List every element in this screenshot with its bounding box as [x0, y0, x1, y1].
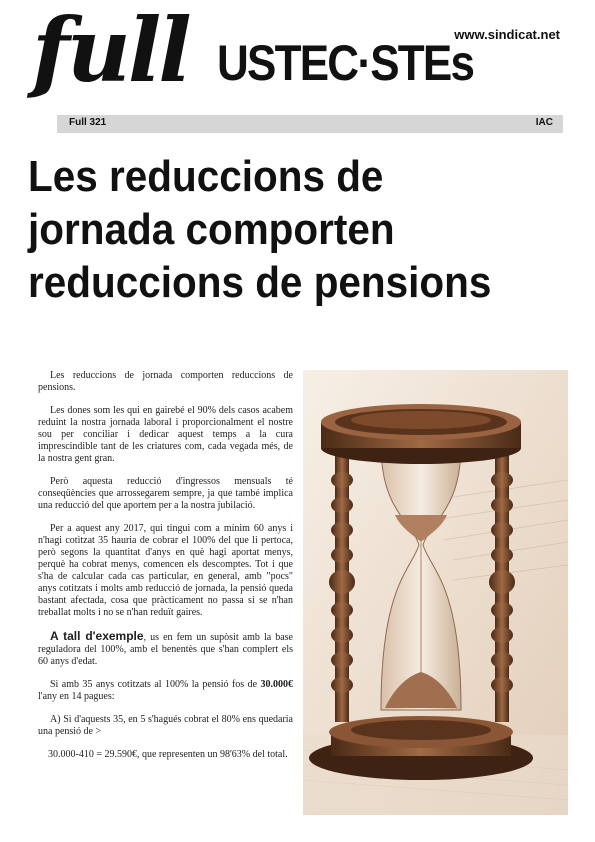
- example-lead: A tall d'exemple: [50, 629, 144, 643]
- article-body: [38, 370, 293, 772]
- issue-number: Full 321: [69, 117, 107, 128]
- hourglass-icon: [303, 370, 568, 815]
- base-text-start: Si amb 35 anys cotitzats al 100% la pensió fos de: [50, 679, 261, 690]
- paragraph-intro: Les reduccions de jornada comporten reduccions de pensions.: [38, 370, 293, 393]
- example-rest: , us en fem un supòsit amb la base reguladora del 100%, amb el benentès que s'han complert els 60 anys d'edat.: [38, 632, 293, 667]
- base-amount: 30.000€: [260, 679, 293, 690]
- base-text-end: l'any en 14 pagues:: [38, 691, 115, 702]
- headline: Les reduccions de jornada comporten reduccions de pensions: [28, 152, 492, 307]
- hourglass-photo: [303, 370, 568, 815]
- issue-bar: [57, 115, 563, 133]
- logo-ustec-stes: USTEC·STEs: [217, 35, 474, 91]
- paragraph-case-a: A) Si d'aquests 35, en 5 s'hagués cobrat el 80% ens quedaria una pensió de >: [38, 714, 293, 737]
- paragraph-example: [38, 630, 293, 668]
- paragraph-women: Les dones som les qui en gairebé el 90% dels casos acabem reduint la nostra jornada laboral i proporcionalment el nostre sou per conciliar i dedicar aquest temps a la cura imprescindible tant de les criatures com, cada vegada més, de la nostra gent gran.: [38, 405, 293, 464]
- paragraph-2017: Per a aquest any 2017, qui tingui com a mínim 60 anys i n'hagi cotitzat 35 hauria de cobrar el 100% del que li pertoca, però segons la quantitat d'anys en què hagi aportat menys, perquè ha cobrat menys, comencen els descomptes. Tot i que s'ha de calcular cada cas particular, en general, amb "pocs" anys cotitzats i molts amb reducció de jornada, la pensió queda bastant afectada, cosa que pràcticament no passa si se n'han treballat molts i no se n'han reduït gaires.: [38, 523, 293, 618]
- masthead: [0, 0, 595, 140]
- site-url-link[interactable]: www.sindicat.net: [454, 27, 560, 42]
- issue-org: IAC: [535, 117, 553, 128]
- paragraph-result: 30.000-410 = 29.590€, que representen un 98'63% del total.: [48, 749, 288, 760]
- logo-full: full: [32, 0, 189, 102]
- paragraph-consequences: Però aquesta reducció d'ingressos mensuals té conseqüències que arrossegarem sempre, ja que també implica una reducció del que aportem per a la nostra jubilació.: [38, 476, 293, 511]
- paragraph-base: [38, 679, 293, 703]
